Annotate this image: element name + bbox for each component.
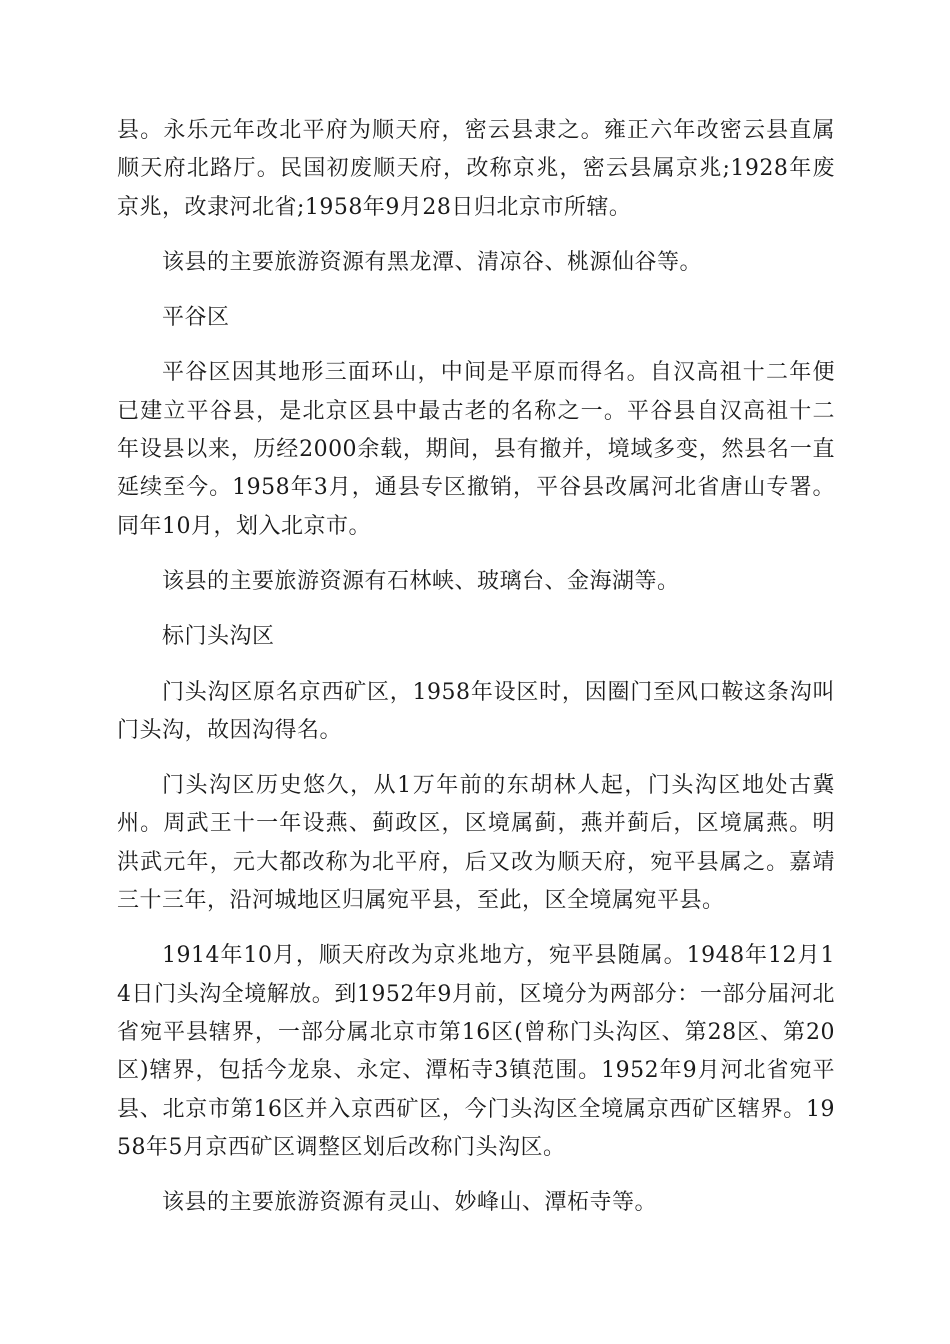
paragraph-mentougou-tourism: 该县的主要旅游资源有灵山、妙峰山、潭柘寺等。 (162, 1190, 658, 1216)
section-heading-pinggu: 平谷区 (162, 305, 230, 331)
paragraph-mentougou-name: 门头沟区原名京西矿区，1958年设区时，因圈门至风口鞍这条沟叫门头沟，故因沟得名。 (117, 679, 835, 743)
paragraph-pinggu-tourism: 该县的主要旅游资源有石林峡、玻璃台、金海湖等。 (162, 568, 680, 594)
document-body (117, 112, 835, 1239)
paragraph-miyun-tourism: 该县的主要旅游资源有黑龙潭、清凉谷、桃源仙谷等。 (162, 249, 703, 275)
section-heading-mentougou: 标门头沟区 (162, 624, 275, 650)
paragraph-mentougou-history: 门头沟区历史悠久，从1万年前的东胡林人起，门头沟区地处古冀州。周武王十一年设燕、蓟政区，区境属蓟，燕并蓟后，区境属燕。明洪武元年，元大都改称为北平府，后又改为顺天府，宛平县属之。嘉靖三十三年，沿河城地区归属宛平县，至此，区全境属宛平县。 (117, 773, 835, 914)
paragraph-pinggu-history: 平谷区因其地形三面环山，中间是平原而得名。自汉高祖十二年便已建立平谷县，是北京区县中最古老的名称之一。平谷县自汉高祖十二年设县以来，历经2000余载，期间，县有撤并，境域多变，然县名一直延续至今。1958年3月，通县专区撤销，平谷县改属河北省唐山专署。同年10月，划入北京市。 (117, 360, 835, 539)
paragraph-mentougou-modern: 1914年10月，顺天府改为京兆地方，宛平县随属。1948年12月14日门头沟全境解放。到1952年9月前，区境分为两部分：一部分届河北省宛平县辖界，一部分属北京市第16区(曾称门头沟区、第28区、第20区)辖界，包括今龙泉、永定、潭柘寺3镇范围。1952年9月河北省宛平县、北京市第16区并入京西矿区，今门头沟区全境属京西矿区辖界。1958年5月京西矿区调整区划后改称门头沟区。 (117, 943, 835, 1160)
paragraph-miyun-history: 县。永乐元年改北平府为顺天府，密云县隶之。雍正六年改密云县直属顺天府北路厅。民国初废顺天府，改称京兆，密云县属京兆;1928年废京兆，改隶河北省;1958年9月28日归北京市所辖。 (117, 118, 835, 220)
